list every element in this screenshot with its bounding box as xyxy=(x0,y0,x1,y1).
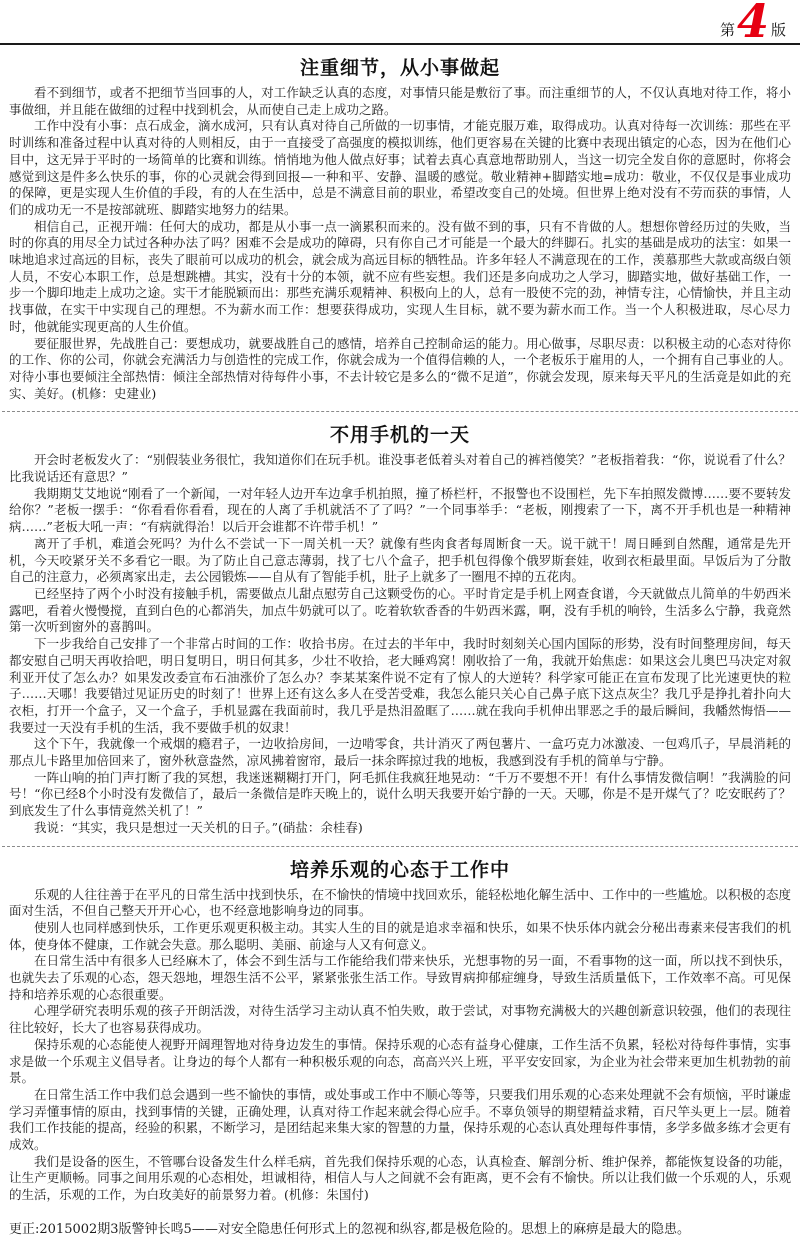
article-title: 不用手机的一天 xyxy=(329,424,470,447)
edition-suffix: 版 xyxy=(770,21,786,39)
article-paragraph: 在日常生活工作中我们总会遇到一些不愉快的事情，或处事或工作中不顺心等等，只要我们用乐观的心态来处理就不会有烦恼，平时谦虚学习弄懂事情的原由，找到事情的关键，正确处理，认真对待工作起来就会得心应手。不辜负领导的期望精益求精，百尺竿头更上一层。随着我们工作技能的提高，经验的积累，不断学习，是团结起来集大家的智慧的力量，保持乐观的心态认真处理每件事情，多学多做多练才会更有成效。 xyxy=(9,1086,791,1153)
article-title: 培养乐观的心态于工作中 xyxy=(289,858,510,881)
article-paragraph: 要征服世界，先战胜自己：要想成功，就要战胜自己的感情，培养自己控制命运的能力。用心做事，尽职尽责：以积极主动的心态对待你的工作、你的公司，你就会充满活力与创造性的完成工作，你就会成为一个值得信赖的人，一个老板乐于雇用的人，一个拥有自己事业的人。对待小事也要倾注全部热情：倾注全部热情对待每件小事，不去计较它是多么的“微不足道”，你就会发现，原来每天平凡的生活竟是如此的充实、美好。(机修：史建业) xyxy=(9,335,791,401)
article-paragraph: 这个下午，我就像一个戒烟的瘾君子，一边收拾房间，一边啃零食，共计消灭了两包薯片、一盒巧克力冰激凌、一包鸡爪子，早晨消耗的那点儿卡路里加倍回来了，窗外秋意盎然，凉风拂着窗帘，最后一抹余晖掠过我的地板，我感到没有手机的简单与宁静。 xyxy=(9,736,791,769)
article-day-without-phone xyxy=(0,420,800,836)
article-paragraph: 看不到细节，或者不把细节当回事的人，对工作缺乏认真的态度，对事情只能是敷衍了事。而注重细节的人，不仅认真地对待工作，将小事做细，并且能在做细的过程中找到机会，从而使自己走上成功之路。 xyxy=(9,85,791,117)
edition-number: 4 xyxy=(736,0,769,49)
article-paragraph: 相信自己，正视开端：任何大的成功，都是从小事一点一滴累积而来的。没有做不到的事，只有不肯做的人。想想你曾经历过的失败，当时的你真的用尽全力试过各种办法了吗？困难不会是成功的障碍，只有你自己才可能是一个最大的绊脚石。扎实的基础是成功的法宝：如果一味地追求过高远的目标，丧失了眼前可以成功的机会，就会成为高远目标的牺牲品。许多年轻人不满意现在的工作，羡慕那些大款或高级白领人员，不安心本职工作，总是想跳槽。其实，没有十分的本领，就不应有些妄想。我们还是多向成功之人学习，脚踏实地，做好基础工作，一步一个脚印地走上成功之途。实干才能脱颖而出：那些充满乐观精神、积极向上的人，总有一股使不完的劲，神情专注，心情愉快，并且主动找事做，在实干中实现自己的理想。不为薪水而工作：想要获得成功，实现人生目标，就不要为薪水而工作。当一个人积极进取，尽心尽力时，他就能实现更高的人生价值。 xyxy=(9,218,791,334)
article-attention-to-detail xyxy=(0,53,800,402)
article-paragraph: 心理学研究表明乐观的孩子开朗活泼，对待生活学习主动认真不怕失败，敢于尝试，对事物充满极大的兴趣创新意识较强，他们的表现往往比较好，长大了也容易获得成功。 xyxy=(9,1003,791,1036)
article-paragraph: 我说：“其实，我只是想过一天关机的日子。”(硝盐：余桂春) xyxy=(34,819,363,835)
masthead xyxy=(0,0,800,49)
article-paragraph: 工作中没有小事：点石成金，滴水成河，只有认真对待自己所做的一切事情，才能克服万难，取得成功。认真对待每一次训练：那些在平时训练和准备过程中认真对待的人则相反，由于一直接受了高强度的模拟训练，他们更容易在关键的比赛中表现出镇定的心态，因为在他们心目中，这无异于平时的一场简单的比赛和训练。悄悄地为他人做点好事；试着去真心真意地帮助别人，当这一切完全发自你的意愿时，你将会感觉到这是件多么快乐的事，你的心灵就会得到回报—一种和平、安静、温暖的感觉。敬业精神+脚踏实地=成功：敬业，不仅仅是事业成功的保障，更是实现人生价值的手段，有的人在生活中，总是不满意目前的职业，希望改变自己的处境。但世界上绝对没有不劳而获的事情，人们的成功无一不是按部就班、脚踏实地努力的结果。 xyxy=(9,118,791,217)
edition-prefix: 第 xyxy=(719,21,735,39)
article-paragraph: 离开了手机，难道会死吗？为什么不尝试一下一周关机一天？就像有些肉食者每周断食一天。说干就干！周日睡到自然醒，通常是先开机，今天咬紧牙关不多看它一眼。为了防止自己意志薄弱，找了七八个盒子，把手机包得像个俄罗斯套娃，收到衣柜最里面。早饭后为了分散自己的注意力，必须离家出走，去公园锻炼——自从有了智能手机，肚子上就多了一圈甩不掉的五花肉。 xyxy=(9,535,791,585)
article-paragraph: 我期期艾艾地说“刚看了一个新闻，一对年轻人边开车边拿手机拍照，撞了桥栏杆，不报警也不设围栏，先下车拍照发微博……要不要转发给你？”老板一摆手：“你看看你看看，现在的人离了手机就活不了了吗？”一个同事举手：“老板，刚搜索了一下，离不开手机也是一种精神病……”老板大吼一声：“有病就得治！以后开会谁都不许带手机！” xyxy=(9,485,791,535)
correction-notice: 更正:2015002期3版警钟长鸣5——对安全隐患任何形式上的忽视和纵容,都是极危险的。思想上的麻痹是最大的隐患。 xyxy=(9,1221,690,1237)
article-separator xyxy=(2,411,798,412)
masthead-rule xyxy=(0,43,800,45)
article-paragraph: 保持乐观的心态能使人视野开阔理智地对待身边发生的事情。保持乐观的心态有益身心健康，工作生活不负累，轻松对待每件事情，实事求是做一个乐观主义倡导者。让身边的每个人都有一种积极乐观的向态，高高兴兴上班，平平安安回家，为企业为社会带来更加生机勃勃的前景。 xyxy=(9,1036,791,1086)
article-paragraph: 使别人也同样感到快乐，工作更乐观更积极主动。其实人生的目的就是追求幸福和快乐，如果不快乐体内就会分秘出毒素来侵害我们的机体，使身体不健康，工作就会失意。那么聪明、美丽、前途与人又有何意义。 xyxy=(9,919,791,952)
article-paragraph: 一阵山响的拍门声打断了我的冥想，我迷迷糊糊打开门，阿毛抓住我疯狂地晃动：“千万不要想不开！有什么事情发微信啊！”我满脸的问号！“你已经8个小时没有发微信了，最后一条微信是昨天晚上的，说什么明天我要开始宁静的一天。天哪，你是不是开煤气了？吃安眠药了？到底发生了什么事情竟然关机了！” xyxy=(9,769,791,819)
article-title: 注重细节，从小事做起 xyxy=(299,57,500,79)
article-optimistic-mindset xyxy=(0,855,800,1204)
article-paragraph: 下一步我给自己安排了一个非常占时间的工作：收拾书房。在过去的半年中，我时时刻刻关心国内国际的形势，没有时间整理房间，每天都安慰自己明天再收拾吧，明日复明日，明日何其多，少壮不收拾，老大睡鸡窝！刚收拾了一角，我就开始焦虑：如果这会儿奥巴马决定对叙利亚开仗了怎么办？如果发改委宣布石油涨价了怎么办？李某某案件说不定有了惊人的大逆转？科学家可能正在宣布发现了比光速更快的粒子……天哪！我要错过见证历史的时刻了！世界上还有这么多人在受苦受难，我怎么能只关心自己鼻子底下这点灰尘？我几乎是挣扎着扑向大衣柜，打开一个盒子，又一个盒子，手机显露在我面前时，我几乎是热泪盈眶了……就在我向手机伸出罪恶之手的最后瞬间，我幡然悔悟——我要过一天没有手机的生活，我不要做手机的奴隶！ xyxy=(9,636,791,735)
article-paragraph: 我们是设备的医生，不管哪台设备发生什么样毛病，首先我们保持乐观的心态，认真检查、解剖分析、维护保养，都能恢复设备的功能，让生产更顺畅。同事之间用乐观的心态相处，坦诚相待，相信人与人之间就不会有距离，更不会有不愉快。所以让我们做一个乐观的人，乐观的生活，乐观的工作，为白玫美好的前景努力着。(机修：朱国付) xyxy=(9,1153,791,1203)
article-separator xyxy=(2,846,798,847)
article-paragraph: 乐观的人往往善于在平凡的日常生活中找到快乐，在不愉快的情境中找回欢乐，能轻松地化解生活中、工作中的一些尴尬。以积极的态度面对生活，不但自己整天开开心心，也不经意地影响身边的同事。 xyxy=(9,886,791,919)
article-paragraph: 已经坚持了两个小时没有接触手机，需要做点儿甜点慰劳自己这颗受伤的心。平时肯定是手机上网查食谱，今天就做点儿简单的牛奶西米露吧，看着火慢慢搅，直到白色的心都消失，加点牛奶就可以了。吃着软软香香的牛奶西米露，啊，没有手机的响铃，生活多么宁静，我竟然第一次听到窗外的喜鹊叫。 xyxy=(9,585,791,635)
article-paragraph: 开会时老板发火了：“别假装业务很忙，我知道你们在玩手机。谁没事老低着头对着自己的裤裆傻笑？”老板指着我：“你，说说看了什么？比我说话还有意思？” xyxy=(9,452,791,485)
article-paragraph: 在日常生活中有很多人已经麻木了，体会不到生活与工作能给我们带来快乐，光想事物的另一面，不看事物的这一面，所以找不到快乐，也就失去了乐观的心态，怨天怨地，埋怨生活不公平，紧紧张张生活工作。导致胃病抑郁症缠身，导致生活质量低下，工作效率不高。可见保持和培养乐观的心态很重要。 xyxy=(9,953,791,1002)
